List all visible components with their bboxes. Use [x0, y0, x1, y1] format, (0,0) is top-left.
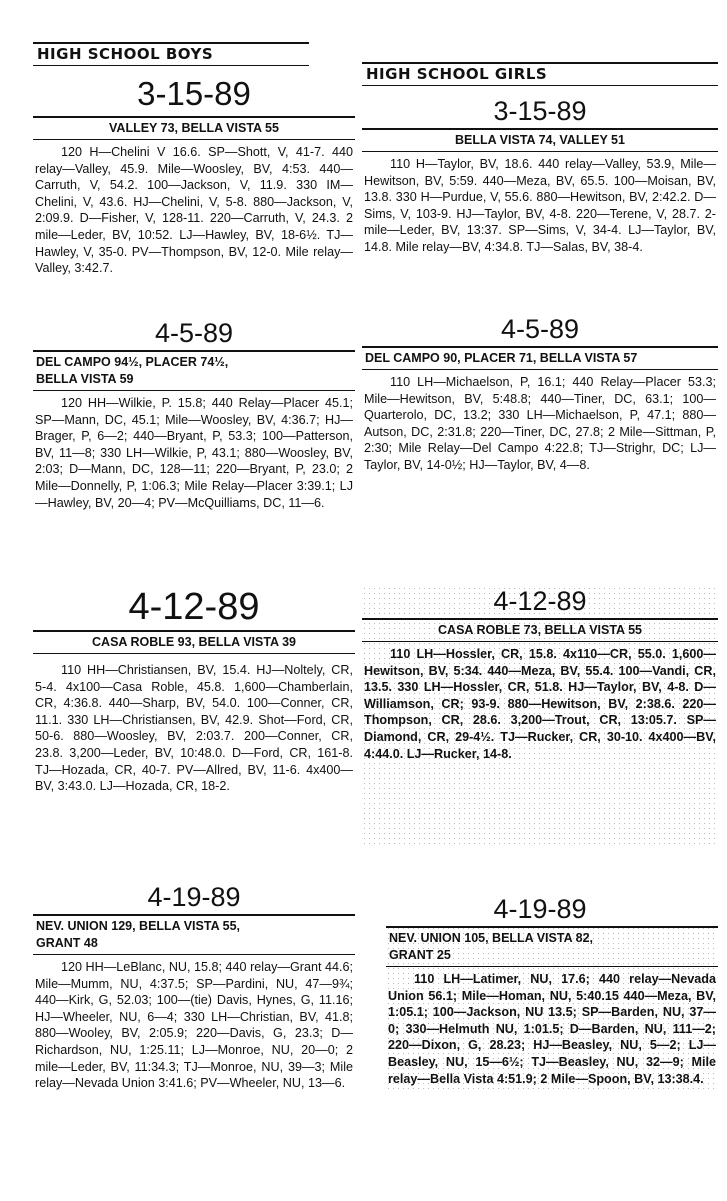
meet-results-text: 110 LH—Michaelson, P, 16.1; 440 Relay—Placer 53.3; Mile—Hewitson, BV, 5:48.8; 440—Tiner, DC, 63.1; 100—Quarterolo, DC, 13.2; 330 LH—Michaelson, P, 47.1; 880—Autson, DC, 2:31.8; 220—Tiner, DC, 27.8; 2 Mile—Sittman, P, 2:30; Mile Relay—Del Campo 4:22.8; TJ—Strighr, DC; LJ—Taylor, BV, 14-0½; HJ—Taylor, BV, 4—8.	[364, 375, 716, 472]
meet-results-text: 120 HH—Wilkie, P. 15.8; 440 Relay—Placer 45.1; SP—Mann, DC, 45.1; Mile—Woosley, BV, 4:36.7; HJ—Brager, P, 6—2; 440—Bryant, P, 53.3; 100—Patterson, BV, 11—8; 330 LH—Wilkie, P, 43.1; 880—Woosley, BV, 2:03; D—Mann, DC, 128—11; 220—Bryant, P, 23.0; 2 Mile—Donnelly, P, 1:06.3; Mile Relay—Placer 3:39.1; LJ—Hawley, BV, 20—4; PV—McQuilliams, DC, 11—6.	[35, 396, 353, 510]
boys-meet-4-19-89	[33, 882, 355, 1092]
girls-meet-4-5-89	[362, 314, 718, 474]
meet-box	[386, 926, 718, 1091]
boys-meet-3-15-89	[33, 76, 355, 277]
meet-result-line: GRANT 48	[36, 936, 98, 950]
meet-result-line: DEL CAMPO 94½, PLACER 74½,	[36, 355, 229, 369]
meet-results-text: 110 LH—Latimer, NU, 17.6; 440 relay—Nevada Union 56.1; Mile—Homan, NU, 5:40.15 440—Meza, BV, 1:05.1; 100—Jackson, NU 13.5; SP—Barden, NU, 37—0; 330—Helmuth NU, 1:01.5; D—Barden, NU, 111—2; 220—Dixon, G, 28.23; HJ—Beasley, NU, 5—2; LJ—Beasley, NU, 15—6½; TJ—Beasley, NU, 32—9; Mile relay—Bella Vista 4:51.9; 2 Mile—Spoon, BV, 13:38.4.	[388, 972, 716, 1086]
meet-result	[386, 926, 718, 967]
meet-result-line: BELLA VISTA 59	[36, 372, 134, 386]
meet-result: CASA ROBLE 93, BELLA VISTA 39	[33, 630, 355, 654]
meet-result	[33, 914, 355, 955]
meet-results-text: 110 LH—Hossler, CR, 15.8. 4x110—CR, 55.0. 1,600—Hewitson, BV, 5:34. 440—Meza, BV, 55.4. 100—Vandi, CR, 13.5. 330 LH—Hossler, CR, 51.8. HJ—Taylor, BV, 4-8. D—Williamson, CR; 93-9. 880—Hewitson, BV, 2:38.6. 220—Thompson, CR, 28.6. 3,200—Trout, CR, 13:05.7. SP—Diamond, CR, 29-4½. TJ—Rucker, CR, 30-10. 4x400—BV, 4:44.0. LJ—Rucker, 14-8.	[364, 647, 716, 761]
meet-result: BELLA VISTA 74, VALLEY 51	[362, 128, 718, 152]
boys-meet-4-12-89	[33, 586, 355, 795]
meet-results-text: 110 HH—Christiansen, BV, 15.4. HJ—Noltely, CR, 5-4. 4x100—Casa Roble, 45.8. 1,600—Chamberlain, CR, 4:36.8. 440—Sharp, BV, 54.0. 100—Conner, CR, 11.1. 330 LH—Christiansen, BV, 42.9. Shot—Ford, CR, 50-6. 880—Woosley, BV, 2:03.7. 200—Conner, CR, 23.8. 3,200—Leder, BV, 10:48.0. D—Ford, CR, 161-8. TJ—Hozada, CR, 40-7. PV—Allred, BV, 11-6. 4x400—BV, 3:43.0. LJ—Hozada, CR, 18-2.	[35, 663, 353, 794]
meet-date: 4-12-89	[493, 586, 587, 616]
meet-date: 4-19-89	[147, 882, 241, 912]
meet-result: CASA ROBLE 73, BELLA VISTA 55	[362, 618, 718, 642]
boys-meet-4-5-89	[33, 318, 355, 511]
meet-results-text: 120 HH—LeBlanc, NU, 15.8; 440 relay—Grant 44.6; Mile—Mumm, NU, 4:37.5; SP—Pardini, NU, 47—9¾; 440—Kirk, G, 52.03; 100—(tie) Davis, Hynes, G, 11.16; HJ—Wheeler, NU, 6—4; 330 LH—Christian, BV, 41.8; 880—Wooley, BV, 2:05.9; 220—Davis, G, 23.3; D—Richardson, NU, 1:25.11; LJ—Monroe, NU, 20—0; 2 mile—Leder, BV, 11:34.3; TJ—Monroe, NU, 39—3; Mile relay—Nevada Union 3:41.6; PV—Wheeler, NU, 13—6.	[35, 960, 353, 1091]
girls-column	[362, 0, 718, 1201]
boys-column	[33, 0, 355, 1201]
meet-results-text: 110 H—Taylor, BV, 18.6. 440 relay—Valley, 53.9, Mile—Hewitson, BV, 5:59. 440—Meza, BV, 65.5. 100—Moisan, BV, 13.8. 330 H—Purdue, V, 55.6. 880—Hewitson, BV, 2:42.2. D—Sims, V, 103-9. HJ—Taylor, BV, 4-8. 220—Terene, V, 28.7. 2-mile—Leder, BV, 13:37. SP—Sims, V, 34-4. LJ—Taylor, BV, 14.8. Mile relay—BV, 4:34.8. TJ—Salas, BV, 38-4.	[364, 157, 716, 254]
meet-date: 4-5-89	[154, 318, 234, 348]
meet-date: 3-15-89	[493, 96, 587, 126]
meet-result-line: NEV. UNION 105, BELLA VISTA 82,	[389, 931, 593, 945]
meet-result	[33, 350, 355, 391]
girls-meet-4-19-89	[362, 894, 718, 1091]
section-title: HIGH SCHOOL BOYS	[33, 42, 309, 66]
meet-date: 4-12-89	[128, 586, 260, 628]
meet-date: 4-5-89	[500, 314, 580, 344]
section-title: HIGH SCHOOL GIRLS	[362, 62, 718, 86]
meet-date: 3-15-89	[137, 75, 251, 112]
meet-result: DEL CAMPO 90, PLACER 71, BELLA VISTA 57	[362, 346, 718, 370]
meet-result: VALLEY 73, BELLA VISTA 55	[33, 116, 355, 140]
meet-result-line: NEV. UNION 129, BELLA VISTA 55,	[36, 919, 240, 933]
girls-meet-4-12-89	[362, 586, 718, 848]
meet-results-text: 120 H—Chelini V 16.6. SP—Shott, V, 41-7. 440 relay—Valley, 45.9. Mile—Woosley, BV, 4:53. 440—Carruth, V, 54.2. 100—Jackson, V, 11.9. 330 IM—Chelini, V, 43.6. HJ—Chelini, V, 5-8. 880—Jackson, V, 2:09.9. D—Fisher, V, 128-11. 220—Carruth, V, 24.3. 2 mile—Leder, BV, 10:52. LJ—Hawley, BV, 18-6½. TJ—Hawley, V, 35-0. PV—Thompson, BV, 12-0. Mile relay—Valley, 3:42.7.	[35, 145, 353, 276]
girls-meet-3-15-89	[362, 96, 718, 256]
boys-section-header	[33, 42, 309, 66]
meet-date: 4-19-89	[493, 894, 587, 924]
girls-section-header	[362, 62, 718, 86]
meet-result-line: GRANT 25	[389, 948, 451, 962]
